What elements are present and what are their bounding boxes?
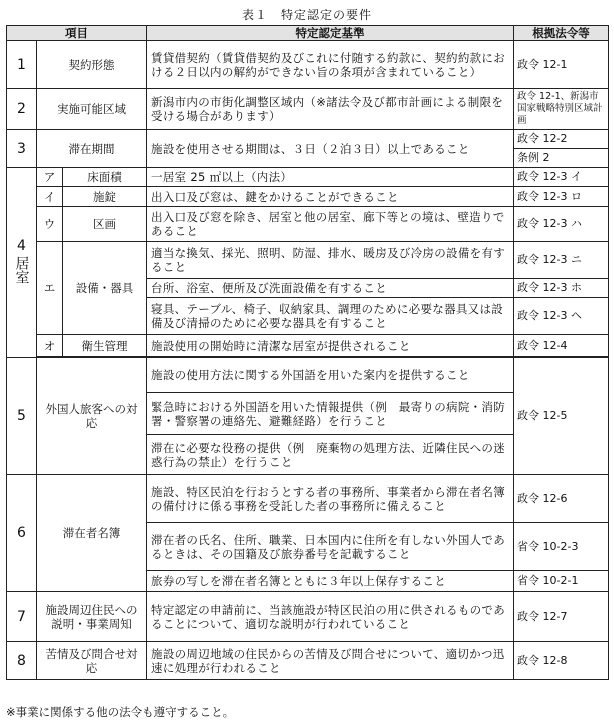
row-standard: 特定認定の申請前に、当該施設が特区民泊の用に供されるものであることについて、適切な説明が行われていること xyxy=(147,592,514,642)
row-number: 8 xyxy=(7,642,37,680)
row-law: 政令 12-3 ロ xyxy=(514,187,609,207)
row-item: 施錠 xyxy=(63,187,147,207)
row-law: 政令 12-1 xyxy=(514,41,609,89)
row-standard: 寝具、テーブル、椅子、収納家具、調理のために必要な器具又は設備及び清掃のために必要な器具を有すること xyxy=(147,298,514,335)
row-standard: 一居室 25 ㎡以上（内法） xyxy=(147,168,514,187)
row-standard: 賃貸借契約（賃貸借契約及びこれに付随する約款に、契約約款における２日以内の解約ができない旨の条項が含まれていること） xyxy=(147,41,514,89)
row-item: 床面積 xyxy=(63,168,147,187)
row-standard: 施設を使用させる期間は、３日（２泊３日）以上であること xyxy=(147,130,514,168)
row-item: 滞在者名簿 xyxy=(37,475,147,592)
row-standard: 滞在者の氏名、住所、職業、日本国内に住所を有しない外国人であるときは、その国籍及び旅券番号を記載すること xyxy=(147,523,514,571)
row-law: 政令 12-3 ヘ xyxy=(514,298,609,335)
row-item: 施設周辺住民への説明・事業周知 xyxy=(37,592,147,642)
table-row xyxy=(7,642,609,680)
row-law: 条例 2 xyxy=(514,149,609,168)
table-row xyxy=(7,592,609,642)
sub-mark: オ xyxy=(37,335,63,357)
sub-mark: エ xyxy=(37,242,63,335)
row-item: 滞在期間 xyxy=(37,130,147,168)
table-caption: 表１ 特定認定の要件 xyxy=(241,8,372,22)
row-standard: 施設、特区民泊を行おうとする者の事務所、事業者から滞在者名簿の備付けに係る事務を受託した者の事務所に備えること xyxy=(147,475,514,523)
row-law: 省令 10-2-1 xyxy=(514,571,609,592)
row-law: 政令 12-8 xyxy=(514,642,609,680)
row-standard: 施設の使用方法に関する外国語を用いた案内を提供すること xyxy=(147,358,514,393)
row-law: 政令 12-1、新潟市国家戦略特別区域計画 xyxy=(514,89,609,130)
table-row xyxy=(7,168,609,187)
header-row xyxy=(7,26,609,41)
row-standard: 台所、浴室、便所及び洗面設備を有すること xyxy=(147,279,514,298)
row-item: 衛生管理 xyxy=(63,335,147,357)
table-row xyxy=(7,130,609,149)
row-standard: 施設の周辺地域の住民からの苦情及び問合せについて、適切かつ迅速に処理が行われること xyxy=(147,642,514,680)
row-standard: 出入口及び窓は、鍵をかけることができること xyxy=(147,187,514,207)
row-item: 実施可能区域 xyxy=(37,89,147,130)
row-standard: 新潟市内の市街化調整区域内（※諸法令及び都市計画による制限を受ける場合があります） xyxy=(147,89,514,130)
row-law: 政令 12-7 xyxy=(514,592,609,642)
header-law: 根拠法令等 xyxy=(514,26,609,41)
header-standard: 特定認定基準 xyxy=(147,26,514,41)
row-standard: 旅券の写しを滞在者名簿とともに３年以上保存すること xyxy=(147,571,514,592)
row-standard: 適当な換気、採光、照明、防湿、排水、暖房及び冷房の設備を有すること xyxy=(147,242,514,279)
table-row xyxy=(7,335,609,357)
row-law: 政令 12-4 xyxy=(514,335,609,357)
row-item: 苦情及び問合せ対応 xyxy=(37,642,147,680)
row-number: 6 xyxy=(7,475,37,592)
row-item: 外国人旅客への対応 xyxy=(37,358,147,475)
row-number: 2 xyxy=(7,89,37,130)
row-number: 3 xyxy=(7,130,37,168)
row-number: 1 xyxy=(7,41,37,89)
table-row xyxy=(7,89,609,130)
row-item: 区画 xyxy=(63,207,147,242)
table-row xyxy=(7,41,609,89)
row-law: 政令 12-3 ニ xyxy=(514,242,609,279)
row-item: 設備・器具 xyxy=(63,242,147,335)
row-item: 契約形態 xyxy=(37,41,147,89)
row-number: 5 xyxy=(7,358,37,475)
row-law: 省令 10-2-3 xyxy=(514,523,609,571)
footnote: ※事業に関係する他の法令も遵守すること。 xyxy=(6,705,235,719)
row-standard: 出入口及び窓を除き、居室と他の居室、廊下等との境は、壁造りであること xyxy=(147,207,514,242)
row-number: 7 xyxy=(7,592,37,642)
table-row xyxy=(7,475,609,523)
row-standard: 緊急時における外国語を用いた情報提供（例 最寄りの病院・消防署・警察署の連絡先、避難経路）を行うこと xyxy=(147,393,514,435)
row-number xyxy=(7,168,37,358)
sub-mark: ウ xyxy=(37,207,63,242)
row-law: 政令 12-5 xyxy=(514,358,609,475)
row-law: 政令 12-3 ハ xyxy=(514,207,609,242)
row-group-label: 居室 xyxy=(13,255,30,284)
row-law: 政令 12-3 ホ xyxy=(514,279,609,298)
row-standard: 滞在に必要な役務の提供（例 廃棄物の処理方法、近隣住民への迷惑行為の禁止）を行うこと xyxy=(147,435,514,475)
table-row xyxy=(7,207,609,242)
row-number-value: 4 xyxy=(17,237,26,254)
header-item: 項目 xyxy=(7,26,147,41)
table-row xyxy=(7,187,609,207)
row-standard: 施設使用の開始時に清潔な居室が提供されること xyxy=(147,335,514,357)
sub-mark: ア xyxy=(37,168,63,187)
table-row xyxy=(7,242,609,279)
table-row xyxy=(7,358,609,393)
row-law: 政令 12-3 イ xyxy=(514,168,609,187)
row-law: 政令 12-6 xyxy=(514,475,609,523)
row-law: 政令 12-2 xyxy=(514,130,609,149)
sub-mark: イ xyxy=(37,187,63,207)
requirements-table xyxy=(6,25,609,680)
